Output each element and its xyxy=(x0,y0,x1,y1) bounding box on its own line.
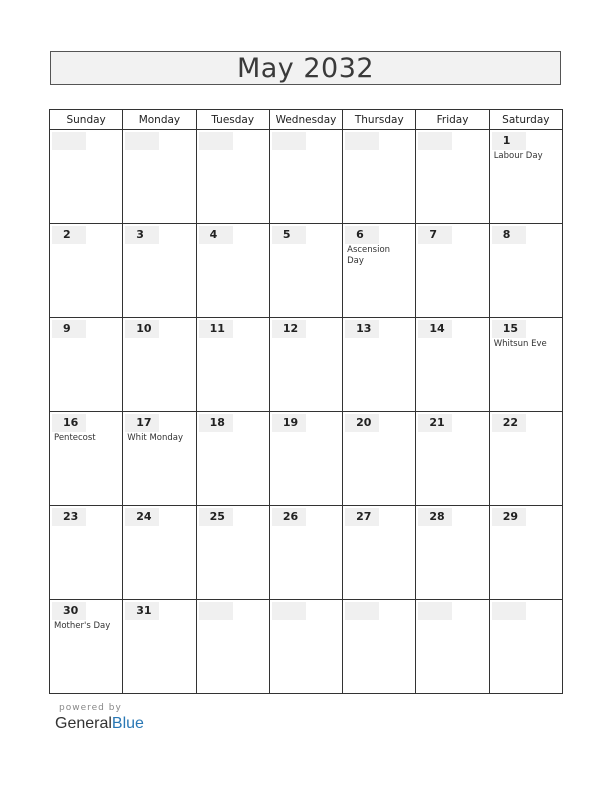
day-cell[interactable] xyxy=(269,412,342,506)
day-number xyxy=(199,602,233,620)
day-cell[interactable] xyxy=(269,318,342,412)
day-cell[interactable] xyxy=(50,318,123,412)
day-cell[interactable] xyxy=(196,506,269,600)
day-cell[interactable] xyxy=(489,506,562,600)
day-number: 7 xyxy=(418,226,452,244)
day-number: 25 xyxy=(199,508,233,526)
day-cell[interactable] xyxy=(196,224,269,318)
day-cell[interactable] xyxy=(489,600,562,694)
brand-blue: Blue xyxy=(111,715,144,732)
day-number xyxy=(418,132,452,150)
day-number xyxy=(52,132,86,150)
day-number: 9 xyxy=(52,320,86,338)
day-number: 17 xyxy=(125,414,159,432)
day-cell[interactable] xyxy=(123,224,196,318)
calendar-title: May 2032 xyxy=(236,52,375,84)
day-number: 21 xyxy=(418,414,452,432)
day-number: 1 xyxy=(492,132,526,150)
day-cell[interactable] xyxy=(123,318,196,412)
day-number: 16 xyxy=(52,414,86,432)
day-cell[interactable] xyxy=(343,318,416,412)
footer-branding xyxy=(55,703,144,733)
week-row xyxy=(50,412,563,506)
powered-by-text: powered by xyxy=(59,703,122,713)
day-cell[interactable] xyxy=(489,224,562,318)
holiday-label: Whitsun Eve xyxy=(493,339,547,349)
day-number: 2 xyxy=(52,226,86,244)
day-number: 23 xyxy=(52,508,86,526)
day-cell[interactable] xyxy=(416,600,489,694)
day-cell[interactable] xyxy=(343,600,416,694)
day-cell[interactable] xyxy=(123,130,196,224)
weekday-header-tuesday: Tuesday xyxy=(196,110,269,130)
day-number xyxy=(492,602,526,620)
day-number: 4 xyxy=(199,226,233,244)
day-cell[interactable] xyxy=(123,412,196,506)
day-number: 24 xyxy=(125,508,159,526)
day-number: 11 xyxy=(199,320,233,338)
holiday-label: Pentecost xyxy=(54,433,96,443)
day-number: 12 xyxy=(272,320,306,338)
day-cell[interactable] xyxy=(343,506,416,600)
day-number: 6 xyxy=(345,226,379,244)
day-cell[interactable] xyxy=(343,130,416,224)
day-cell[interactable] xyxy=(50,412,123,506)
weekday-header-row xyxy=(50,110,563,130)
day-cell[interactable] xyxy=(269,600,342,694)
day-number: 19 xyxy=(272,414,306,432)
day-cell[interactable] xyxy=(50,130,123,224)
weekday-header-sunday: Sunday xyxy=(50,110,123,130)
month-calendar xyxy=(49,109,563,694)
weekday-header-monday: Monday xyxy=(123,110,196,130)
day-number: 8 xyxy=(492,226,526,244)
calendar-title-box xyxy=(50,51,561,85)
weekday-header-wednesday: Wednesday xyxy=(269,110,342,130)
day-cell[interactable] xyxy=(416,224,489,318)
week-row xyxy=(50,224,563,318)
day-number: 13 xyxy=(345,320,379,338)
day-cell[interactable] xyxy=(50,506,123,600)
weekday-header-thursday: Thursday xyxy=(343,110,416,130)
day-cell[interactable] xyxy=(416,130,489,224)
holiday-label: Ascension Day xyxy=(347,245,391,266)
day-number: 18 xyxy=(199,414,233,432)
day-cell[interactable] xyxy=(50,224,123,318)
day-number: 27 xyxy=(345,508,379,526)
day-cell[interactable] xyxy=(50,600,123,694)
day-cell[interactable] xyxy=(196,130,269,224)
weekday-header-saturday: Saturday xyxy=(489,110,562,130)
day-cell[interactable] xyxy=(123,506,196,600)
day-cell[interactable] xyxy=(489,130,562,224)
day-number: 3 xyxy=(125,226,159,244)
day-cell[interactable] xyxy=(196,318,269,412)
holiday-label: Whit Monday xyxy=(127,433,184,443)
day-number xyxy=(418,602,452,620)
day-cell[interactable] xyxy=(343,412,416,506)
week-row xyxy=(50,318,563,412)
day-number: 22 xyxy=(492,414,526,432)
holiday-label: Mother's Day xyxy=(54,621,111,631)
day-number: 30 xyxy=(52,602,86,620)
day-cell[interactable] xyxy=(269,130,342,224)
day-number xyxy=(272,132,306,150)
day-number: 31 xyxy=(125,602,159,620)
day-number: 29 xyxy=(492,508,526,526)
day-number: 20 xyxy=(345,414,379,432)
day-cell[interactable] xyxy=(123,600,196,694)
day-number xyxy=(345,132,379,150)
day-number: 26 xyxy=(272,508,306,526)
calendar-body xyxy=(50,130,563,694)
day-number xyxy=(345,602,379,620)
brand-logo xyxy=(55,715,144,733)
day-cell[interactable] xyxy=(343,224,416,318)
day-number: 14 xyxy=(418,320,452,338)
day-number: 15 xyxy=(492,320,526,338)
day-number xyxy=(272,602,306,620)
week-row xyxy=(50,506,563,600)
day-number: 10 xyxy=(125,320,159,338)
day-cell[interactable] xyxy=(269,224,342,318)
day-cell[interactable] xyxy=(196,412,269,506)
weekday-header-friday: Friday xyxy=(416,110,489,130)
day-cell[interactable] xyxy=(416,506,489,600)
day-number xyxy=(199,132,233,150)
day-number: 28 xyxy=(418,508,452,526)
day-cell[interactable] xyxy=(416,412,489,506)
holiday-label: Labour Day xyxy=(493,151,543,161)
brand-general: General xyxy=(55,715,112,732)
day-cell[interactable] xyxy=(269,506,342,600)
week-row xyxy=(50,130,563,224)
week-row xyxy=(50,600,563,694)
day-number xyxy=(125,132,159,150)
day-cell[interactable] xyxy=(416,318,489,412)
day-cell[interactable] xyxy=(489,318,562,412)
day-cell[interactable] xyxy=(196,600,269,694)
day-number: 5 xyxy=(272,226,306,244)
day-cell[interactable] xyxy=(489,412,562,506)
